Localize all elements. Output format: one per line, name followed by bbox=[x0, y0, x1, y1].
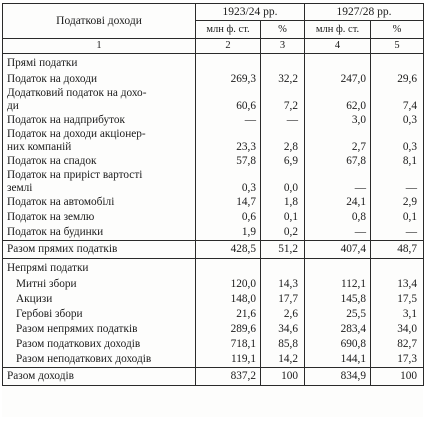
row-value-1923: 57,8 bbox=[196, 154, 261, 169]
row-value-1923: 119,1 bbox=[196, 352, 261, 368]
row-pct-1923: 2,6 bbox=[261, 307, 305, 322]
tax-revenue-table bbox=[2, 3, 424, 386]
row-value-1927: 25,5 bbox=[305, 307, 371, 322]
table-header bbox=[3, 4, 424, 54]
row-value-1927: 145,8 bbox=[305, 292, 371, 307]
row-name: Додатковий податок на дохо- ди bbox=[3, 87, 196, 113]
row-value-1927: 62,0 bbox=[305, 87, 371, 113]
table-row bbox=[3, 322, 424, 337]
table-row bbox=[3, 352, 424, 368]
section-title-indirect: Непрямі податки bbox=[3, 259, 196, 278]
row-pct-1927: 17,3 bbox=[371, 352, 424, 368]
row-value-1923: 269,3 bbox=[196, 72, 261, 87]
row-value-1927: 112,1 bbox=[305, 277, 371, 292]
grand-total-p1: 100 bbox=[261, 368, 305, 386]
row-pct-1923: 14,2 bbox=[261, 352, 305, 368]
row-pct-1927: — bbox=[371, 169, 424, 195]
row-name: Разом неподаткових доходів bbox=[3, 352, 196, 368]
row-name: Митні збори bbox=[3, 277, 196, 292]
row-pct-1923: 17,7 bbox=[261, 292, 305, 307]
row-name: Разом податкових доходів bbox=[3, 337, 196, 352]
table-row bbox=[3, 210, 424, 225]
row-pct-1927: 13,4 bbox=[371, 277, 424, 292]
row-pct-1927: 0,1 bbox=[371, 210, 424, 225]
row-value-1923: 148,0 bbox=[196, 292, 261, 307]
row-name: Податок на спадок bbox=[3, 154, 196, 169]
row-name: Разом непрямих податків bbox=[3, 322, 196, 337]
direct-total-section bbox=[3, 241, 424, 259]
table-row bbox=[3, 128, 424, 154]
row-pct-1923: 6,9 bbox=[261, 154, 305, 169]
grand-total-v2: 834,9 bbox=[305, 368, 371, 386]
row-pct-1923: 85,8 bbox=[261, 337, 305, 352]
row-pct-1923: 1,8 bbox=[261, 195, 305, 210]
direct-taxes-section bbox=[3, 54, 424, 241]
row-value-1927: 0,8 bbox=[305, 210, 371, 225]
row-pct-1927: 29,6 bbox=[371, 72, 424, 87]
table-row bbox=[3, 87, 424, 113]
row-pct-1927: 82,7 bbox=[371, 337, 424, 352]
col-header-unit-pct2: % bbox=[371, 21, 424, 39]
table-row-total-direct bbox=[3, 241, 424, 259]
table-row bbox=[3, 72, 424, 87]
row-value-1927: — bbox=[305, 225, 371, 241]
grand-total-v1: 837,2 bbox=[196, 368, 261, 386]
total-direct-p1: 51,2 bbox=[261, 241, 305, 259]
section-title-direct: Прямі податки bbox=[3, 54, 196, 73]
row-value-1923: 289,6 bbox=[196, 322, 261, 337]
col-number-4: 4 bbox=[305, 39, 371, 54]
row-value-1927: 67,8 bbox=[305, 154, 371, 169]
row-pct-1927: 7,4 bbox=[371, 87, 424, 113]
row-value-1923: 718,1 bbox=[196, 337, 261, 352]
total-direct-p2: 48,7 bbox=[371, 241, 424, 259]
table-row-grand-total bbox=[3, 368, 424, 386]
table-row bbox=[3, 225, 424, 241]
row-pct-1923: 0,2 bbox=[261, 225, 305, 241]
table-row bbox=[3, 292, 424, 307]
row-pct-1923: 0,1 bbox=[261, 210, 305, 225]
row-name: Податок на надприбуток bbox=[3, 113, 196, 128]
row-pct-1927: 2,9 bbox=[371, 195, 424, 210]
row-value-1927: 247,0 bbox=[305, 72, 371, 87]
total-direct-label: Разом прямих податків bbox=[3, 241, 196, 259]
row-value-1923: 1,9 bbox=[196, 225, 261, 241]
row-value-1927: 3,0 bbox=[305, 113, 371, 128]
row-pct-1927: 34,0 bbox=[371, 322, 424, 337]
col-header-name: Податкові доходи bbox=[3, 4, 196, 39]
row-value-1923: 14,7 bbox=[196, 195, 261, 210]
total-direct-v2: 407,4 bbox=[305, 241, 371, 259]
grand-total-label: Разом доходів bbox=[3, 368, 196, 386]
row-pct-1927: 3,1 bbox=[371, 307, 424, 322]
row-value-1927: 283,4 bbox=[305, 322, 371, 337]
col-header-unit-value2: млн ф. ст. bbox=[305, 21, 371, 39]
row-pct-1923: 32,2 bbox=[261, 72, 305, 87]
row-value-1923: 23,3 bbox=[196, 128, 261, 154]
table-row bbox=[3, 154, 424, 169]
row-pct-1923: 2,8 bbox=[261, 128, 305, 154]
row-pct-1927: 8,1 bbox=[371, 154, 424, 169]
row-value-1927: 144,1 bbox=[305, 352, 371, 368]
row-value-1923: 21,6 bbox=[196, 307, 261, 322]
row-value-1927: 2,7 bbox=[305, 128, 371, 154]
row-name: Податок на будинки bbox=[3, 225, 196, 241]
col-header-period1: 1923/24 рр. bbox=[196, 4, 305, 21]
row-pct-1923: 34,6 bbox=[261, 322, 305, 337]
row-name: Податок на приріст вартості землі bbox=[3, 169, 196, 195]
col-number-3: 3 bbox=[261, 39, 305, 54]
row-name: Податок на землю bbox=[3, 210, 196, 225]
table-row bbox=[3, 277, 424, 292]
row-name: Податок на автомобілі bbox=[3, 195, 196, 210]
row-name: Податок на доходи акціонер- них компаній bbox=[3, 128, 196, 154]
row-pct-1923: 0,0 bbox=[261, 169, 305, 195]
table-row bbox=[3, 307, 424, 322]
row-value-1927: 24,1 bbox=[305, 195, 371, 210]
row-value-1923: 0,6 bbox=[196, 210, 261, 225]
table-row bbox=[3, 169, 424, 195]
col-number-5: 5 bbox=[371, 39, 424, 54]
row-pct-1923: 14,3 bbox=[261, 277, 305, 292]
row-value-1927: 690,8 bbox=[305, 337, 371, 352]
col-number-1: 1 bbox=[3, 39, 196, 54]
row-pct-1927: 0,3 bbox=[371, 128, 424, 154]
row-pct-1927: 0,3 bbox=[371, 113, 424, 128]
table-row bbox=[3, 337, 424, 352]
total-direct-v1: 428,5 bbox=[196, 241, 261, 259]
row-value-1923: 0,3 bbox=[196, 169, 261, 195]
row-pct-1927: 17,5 bbox=[371, 292, 424, 307]
indirect-taxes-section bbox=[3, 259, 424, 368]
row-name: Гербові збори bbox=[3, 307, 196, 322]
row-pct-1927: — bbox=[371, 225, 424, 241]
row-value-1923: 120,0 bbox=[196, 277, 261, 292]
col-header-unit-pct1: % bbox=[261, 21, 305, 39]
row-value-1923: 60,6 bbox=[196, 87, 261, 113]
table-row bbox=[3, 113, 424, 128]
row-value-1927: — bbox=[305, 169, 371, 195]
col-header-period2: 1927/28 рр. bbox=[305, 4, 424, 21]
row-pct-1923: 7,2 bbox=[261, 87, 305, 113]
row-value-1923: — bbox=[196, 113, 261, 128]
row-name: Податок на доходи bbox=[3, 72, 196, 87]
table-row bbox=[3, 195, 424, 210]
grand-total-p2: 100 bbox=[371, 368, 424, 386]
col-header-unit-value1: млн ф. ст. bbox=[196, 21, 261, 39]
grand-total-section bbox=[3, 368, 424, 386]
tax-revenue-page bbox=[2, 3, 423, 417]
row-name: Акцизи bbox=[3, 292, 196, 307]
row-pct-1923: — bbox=[261, 113, 305, 128]
col-number-2: 2 bbox=[196, 39, 261, 54]
